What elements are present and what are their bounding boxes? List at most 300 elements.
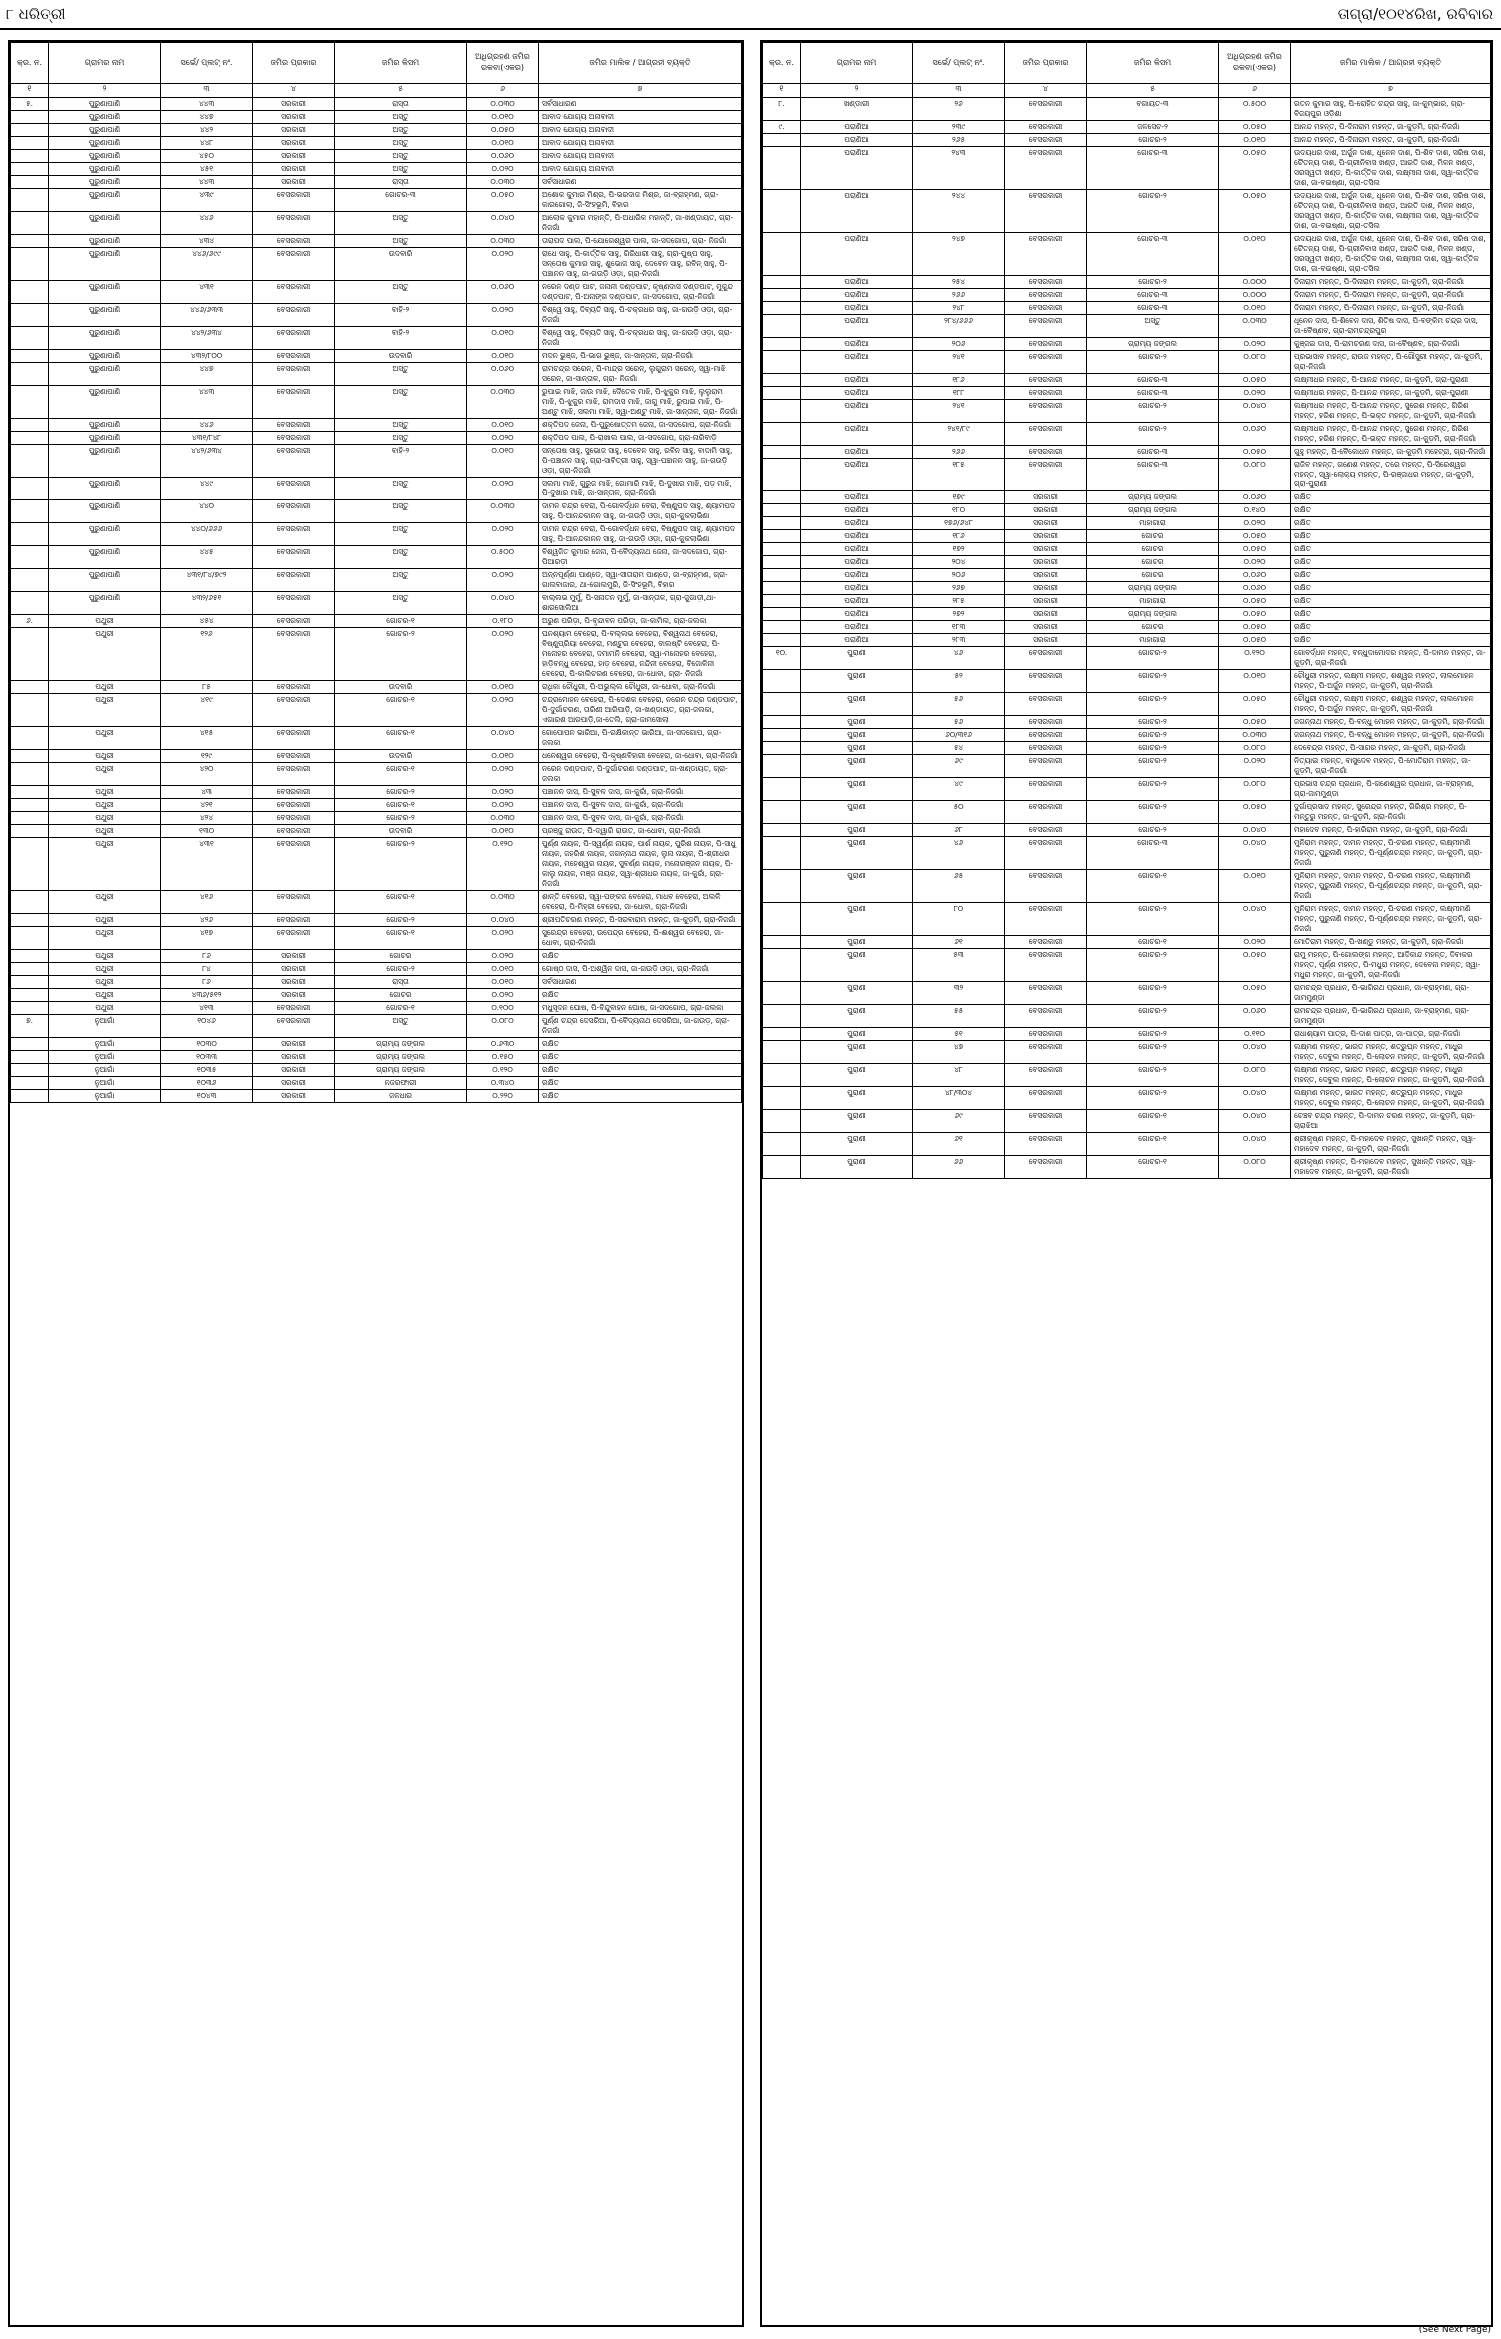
plot-number-cell: ୪୩ <box>161 786 253 799</box>
village-name-cell: ପୁରାଣୀ <box>801 716 913 729</box>
table-row <box>11 750 742 763</box>
owner-name-cell: ପ୍ରଭାସ ଚନ୍ଦ୍ର ପ୍ରଧାନ, ପି-ଗଣେଶ୍ୱର ପ୍ରଧାନ, ଜା-ବ୍ରାହ୍ମଣ, ଗ୍ରା-ଜାମମୁଣ୍ଡା <box>1291 778 1491 801</box>
owner-name-cell: ରାମଚନ୍ଦ୍ର ପ୍ରଧାନ, ପି-ଭାଗିରଥ ପ୍ରଧାନ, ଜା-ବ୍ରାହ୍ମଣ, ଗ୍ରା-ଜାମମୁଣ୍ଡା <box>1291 981 1491 1004</box>
table-row <box>11 962 742 975</box>
plot-number-cell: ୪୩୨/୮୦୦ <box>161 349 253 362</box>
owner-name-cell: ଦାମନ ଚନ୍ଦ୍ର ବେରା, ପି-ଗୋବର୍ଦ୍ଧନ ବେରା, ବିଷ୍ଣୁପଦ ସାହୁ, ଶ୍ୟାମପଦ ସାହୁ, ପି-ଆନନ୍ଦକାନନ ସାହୁ, ଜା-ଗଉଡ଼ି ଓଡ଼ା, ଗ୍ରା-କୁକଲାଭିଣା <box>539 500 742 523</box>
table-row <box>11 546 742 569</box>
village-name-cell: ପୁରୁଣାପାଣି <box>49 569 161 592</box>
owner-name-cell: ନିତ୍ୟାଇ ମହନ୍ତ, ବାସୁଦେବ ମହନ୍ତ, ପି-ମୋତିରାମ ମହନ୍ତ, ଜା-କୁଡ଼ମି, ଗ୍ରା-ନିଜଗାଁ <box>1291 755 1491 778</box>
table-row <box>11 523 742 546</box>
area-acre-cell: ୦.୦୨୦ <box>467 303 539 326</box>
serial-number-cell <box>763 755 801 778</box>
serial-number-cell <box>763 837 801 870</box>
land-kisam-cell: ଗୋଚର-୩ <box>1087 458 1219 491</box>
village-name-cell: ନୁଆଗାଁ <box>49 1076 161 1089</box>
land-kisam-cell: ଅସ୍ତୁ <box>335 592 467 615</box>
land-type-cell: ବେସରକାରୀ <box>253 362 335 385</box>
owner-name-cell: ରକ୍ଷିତ <box>539 949 742 962</box>
owner-name-cell: ରକ୍ଷିତ <box>539 1037 742 1050</box>
owner-name-cell: ମୋତିରାମ ମହନ୍ତ, ପି-ଖଣ୍ଡୁ ମହନ୍ତ, ଜା-କୁଡ଼ମି, ଗ୍ରା-ନିଜଗାଁ <box>1291 935 1491 948</box>
land-type-cell: ବେସରକାରୀ <box>253 890 335 913</box>
village-name-cell: ପରାଣିଆ <box>801 504 913 517</box>
owner-name-cell: ଲକ୍ଷ୍ମୀଧର ମହନ୍ତ, ପି-ଆନନ୍ଦ ମହନ୍ତ, ସୁରେଶ ମହନ୍ତ, ଗିରିଶ ମହନ୍ତ, ହରିଶ ମହନ୍ତ, ପି-ଭକ୍ତ ମହନ୍ତ, ଜା-କୁଡ଼ମି, ଗ୍ରା-ନିଜଗାଁ <box>1291 422 1491 445</box>
village-name-cell: ପୁରୁଣାପାଣି <box>49 326 161 349</box>
owner-name-cell: ଗୋବର୍ଦ୍ଧନ ମହନ୍ତ, ବନ୍ଧୁଦାମୋଦର ମହନ୍ତ, ପି-ଦାମନ ମହନ୍ତ, ଜା-କୁଡ଼ମି, ଗ୍ରା-ନିଜଗାଁ <box>1291 647 1491 670</box>
area-acre-cell: ୦.୧୨୦ <box>467 838 539 891</box>
land-type-cell: ସରକାରୀ <box>253 988 335 1001</box>
area-acre-cell: ୦.୦୧୦ <box>467 750 539 763</box>
serial-number-cell <box>11 681 49 694</box>
owner-name-cell: ରାମୁ ମହନ୍ତ, ପି-ଗୋଲଙ୍ଗ ମହନ୍ତ, ଆଦିକାନ୍ଦ ମହନ୍ତ, ଦିବାକର ମହନ୍ତ, ପୂର୍ଣ୍ଣ ମହନ୍ତ, ପି-ମଧୁରା ମହନ୍ତ, ଦେବେନା ମହନ୍ତ, ସ୍ୱା-ମଧୁରା ମହନ୍ତ, ଜା-କୁଡ଼ମି, ଗ୍ରା-ନିଜଗାଁ <box>1291 948 1491 981</box>
land-type-cell: ବେସରକାରୀ <box>253 628 335 681</box>
plot-number-cell: ୫୬ <box>913 693 1005 716</box>
owner-name-cell: ଲକ୍ଷ୍ମୀଧର ମହନ୍ତ, ପି-ଆନନ୍ଦ ମହନ୍ତ, ଜା-କୁଡ଼ମି, ଗ୍ରା-ପୁରାଣୀ <box>1291 373 1491 386</box>
plot-number-cell: ୮୬ <box>161 975 253 988</box>
village-name-cell: ପୁରାଣୀ <box>801 1040 913 1063</box>
table-row <box>763 869 1491 902</box>
table-row <box>763 314 1491 337</box>
plot-number-cell: ୨୬ <box>913 98 1005 121</box>
table-header-row <box>11 43 742 84</box>
land-type-cell: ବେସରକାରୀ <box>253 681 335 694</box>
area-acre-cell: ୦.୦୨୦ <box>467 763 539 786</box>
plot-number-cell: ୫୫ <box>913 1004 1005 1027</box>
table-row <box>763 458 1491 491</box>
plot-number-cell: ୪୧୯ <box>161 694 253 727</box>
plot-number-cell: ୧୭୯ <box>913 491 1005 504</box>
area-acre-cell: ୦.୦୫୦ <box>467 123 539 136</box>
land-kisam-cell: ଗୋଚର-୨ <box>1087 755 1219 778</box>
area-acre-cell: ୦.୦୬୦ <box>467 149 539 162</box>
table-row <box>763 755 1491 778</box>
serial-number-cell <box>763 399 801 422</box>
plot-number-cell: ୪୪୫ <box>161 546 253 569</box>
land-kisam-cell: ଗୋଚର-୧ <box>335 1001 467 1014</box>
plot-number-cell: ୪୩୪ <box>161 234 253 247</box>
plot-number-cell: ୪୧୫ <box>161 727 253 750</box>
land-kisam-cell: ଗୋଚର-୧ <box>335 890 467 913</box>
plot-number-cell: ୪୪୨/୬୩୪ <box>161 444 253 477</box>
land-type-cell: ବେସରକାରୀ <box>1005 801 1087 824</box>
village-name-cell: ପୁରୁଣାପାଣି <box>49 362 161 385</box>
table-row <box>763 981 1491 1004</box>
village-name-cell: ପୁରୁଣାପାଣି <box>49 523 161 546</box>
land-type-cell: ବେସରକାରୀ <box>253 763 335 786</box>
plot-number-cell: ୬୦/୩୧୬ <box>913 729 1005 742</box>
area-acre-cell: ୦.୦୫୦ <box>1219 981 1291 1004</box>
serial-number-cell <box>11 362 49 385</box>
land-kisam-cell: ନଜରଫାରୀ <box>335 1076 467 1089</box>
plot-number-cell: ୧୦୩୦ <box>161 1037 253 1050</box>
owner-name-cell: ସର୍ବସାଧାରଣ <box>539 98 742 111</box>
land-kisam-cell: ଗୋଚର-୨ <box>1087 647 1219 670</box>
table-row <box>11 727 742 750</box>
owner-name-cell: ସଲମା ମାଝି, ଗୁରୁଜ ମାଝି, ଗୋମାରି ମାଝି, ପି-ଦୁଖାର ମାଝି, ପଡ଼ ମାଝି, ପି-ଦୁଖାର ମାଝି, ଜା-ସାନ୍ତାଳ, ଗ୍ରା-ନିଜଗାଁ <box>539 477 742 500</box>
column-number: ୬ <box>1219 84 1291 98</box>
table-row <box>11 786 742 799</box>
land-type-cell: ସରକାରୀ <box>1005 621 1087 634</box>
village-name-cell: ପୁରୁଣାପାଣି <box>49 500 161 523</box>
area-acre-cell: ୦.୦୪୦ <box>1219 902 1291 935</box>
owner-name-cell: ରାଧିକା ଚୌଧୁରୀ, ପି-ଅଭୁଲ୍ଲ ଚୌଧୁରୀ, ଜା-ଧୋବା, ଗ୍ରା-ନିଜଗାଁ <box>539 681 742 694</box>
plot-number-cell: ୮୦ <box>913 902 1005 935</box>
land-kisam-cell: ଗୋଚର-୨ <box>1087 801 1219 824</box>
village-name-cell: ପଥୁରୀ <box>49 975 161 988</box>
owner-name-cell: ରକ୍ଷିତ <box>1291 504 1491 517</box>
owner-name-cell: ଲକ୍ଷ୍ମୀଧର ମହନ୍ତ, ପି-ଆନନ୍ଦ ମହନ୍ତ, ଜା-କୁଡ଼ମି, ଗ୍ରା-ପୁରାଣୀ <box>1291 386 1491 399</box>
land-type-cell: ବେସରକାରୀ <box>1005 948 1087 981</box>
plot-number-cell: ୧୨୯ <box>161 750 253 763</box>
plot-number-cell: ୨୬୫ <box>913 133 1005 146</box>
plot-number-cell: ୮୪ <box>161 962 253 975</box>
land-kisam-cell: ଗୋଚର-୧ <box>335 799 467 812</box>
column-number: ୭ <box>1291 84 1491 98</box>
village-name-cell: ପୁରୁଣାପାଣି <box>49 546 161 569</box>
area-acre-cell: ୦.୦୫୦ <box>1219 693 1291 716</box>
land-type-cell: ବେସରକାରୀ <box>1005 422 1087 445</box>
village-name-cell: ପୁରାଣୀ <box>801 948 913 981</box>
land-kisam-cell: ଜଳଧାର <box>335 1089 467 1102</box>
land-type-cell: ବେସରକାରୀ <box>253 838 335 891</box>
owner-name-cell: ପ୍ରଞ୍ଜୁ ରାଉତ, ପି-ଦ୍ୱାରି ରାଉତ, ଜା-ଧୋବା, ଗ୍ରା-ନିଜଗାଁ <box>539 825 742 838</box>
serial-number-cell <box>763 530 801 543</box>
plot-number-cell: ୩୨ <box>913 981 1005 1004</box>
owner-name-cell: ରାଜିବ ମହନ୍ତ, ଗଣେଶ ମହନ୍ତ, ତରେ ମହନ୍ତ, ପି-ସିରେଶ୍ୱର ମହନ୍ତ, ସ୍ୱା-ଲୋକ୍ୟ ମହନ୍ତ, ପି-ରଞ୍ଜାଧର ମହନ୍ତ, ଜା-କୁଡ଼ମି, ଗ୍ରା-ପୁରାଣୀ <box>1291 458 1491 491</box>
land-type-cell: ବେସରକାରୀ <box>1005 1155 1087 1178</box>
serial-number-cell <box>11 1076 49 1089</box>
serial-number-cell <box>763 902 801 935</box>
land-kisam-cell: ଅସ୍ତୁ <box>335 1014 467 1037</box>
plot-number-cell: ୧୨୬ <box>161 628 253 681</box>
village-name-cell: ପଥୁରୀ <box>49 926 161 949</box>
village-name-cell: ପୁରାଣୀ <box>801 824 913 837</box>
area-acre-cell: ୦.୧୨୦ <box>467 1063 539 1076</box>
table-row <box>763 670 1491 693</box>
table-header-row <box>763 43 1491 84</box>
plot-number-cell: ୧୮୦ <box>913 504 1005 517</box>
owner-name-cell: ମୁନିରାମ ମହନ୍ତ, ଦାମନ ମହନ୍ତ, ପି-ଚରଣ ମହନ୍ତ, ଲକ୍ଷ୍ମୀମଣି ମହନ୍ତ, ପୁରୁନାଣି ମହନ୍ତ, ପି-ପୂର୍ଣ୍ଣଚନ୍ଦ୍ର ମହନ୍ତ, ଜା-କୁଡ଼ମି, ଗ୍ରା-ନିଜଗାଁ <box>1291 902 1491 935</box>
village-name-cell: ପରାଣିଆ <box>801 556 913 569</box>
area-acre-cell: ୦.୦୨୦ <box>467 926 539 949</box>
table-row <box>11 500 742 523</box>
land-kisam-cell: ଗୋଚର <box>1087 530 1219 543</box>
village-name-cell: ପୁରୁଣାପାଣି <box>49 477 161 500</box>
area-acre-cell: ୦.୦୧୦ <box>1219 133 1291 146</box>
table-row <box>11 211 742 234</box>
land-kisam-cell: ଗୋଚର-୨ <box>1087 778 1219 801</box>
plot-number-cell: ୪୪୬/୬୩୩ <box>161 303 253 326</box>
land-type-cell: ସରକାରୀ <box>1005 543 1087 556</box>
area-acre-cell: ୦.୦୩୦ <box>467 175 539 188</box>
village-name-cell: ପୁରୁଣାପାଣି <box>49 303 161 326</box>
serial-number-cell <box>763 146 801 189</box>
area-acre-cell: ୦.୬୩୦ <box>467 1037 539 1050</box>
serial-number-cell: ୮. <box>763 98 801 121</box>
owner-name-cell: ନରେନ ଦଣ୍ଡ ପାଟ, ଜନାନୀ ଦଣ୍ଡପାଟ, କୃଷ୍ଣଦାସ ଦଣ୍ଡପାଟ, ମୁକୁନ୍ଦ ଦଣ୍ଡପାଟ, ପି-ଅନାଙ୍ଗ ଦଣ୍ଡପାଟ, ଜା-ସଦଗୋପ, ଗ୍ରା-ନିଜଗାଁ <box>539 280 742 303</box>
owner-name-cell: ରକ୍ଷିତ <box>1291 543 1491 556</box>
page-number-title: ୮ ଧରିତ୍ରୀ <box>6 5 66 23</box>
village-name-cell: ପୁରୁଣାପାଣି <box>49 234 161 247</box>
table-row <box>11 825 742 838</box>
serial-number-cell <box>11 1001 49 1014</box>
serial-number-cell <box>763 742 801 755</box>
owner-name-cell: ବିଶ୍ୱେ ସାହୁ, ଦିବ୍ୟତି ସାହୁ, ପି-ଚକ୍ରଧର ସାହୁ, ଜା-ଗଉଡ଼ି ଓଡ଼ା, ଗ୍ରା-ନିଜଗାଁ <box>539 326 742 349</box>
land-kisam-cell: ଗୋଚର-୩ <box>1087 445 1219 458</box>
land-type-cell: ବେସରକାରୀ <box>253 592 335 615</box>
land-kisam-cell: ଗୋଚର-୩ <box>1087 288 1219 301</box>
area-acre-cell: ୦.୦୪୦ <box>467 727 539 750</box>
village-name-cell: ପୁରାଣୀ <box>801 670 913 693</box>
serial-number-cell <box>11 477 49 500</box>
serial-number-cell <box>763 232 801 275</box>
owner-name-cell: ମୁନିରାମ ମହନ୍ତ, ଦାମନ ମହନ୍ତ, ପି-ଚରଣ ମହନ୍ତ, ଲକ୍ଷ୍ମୀମଣି ମହନ୍ତ, ପୁରୁନାଣି ମହନ୍ତ, ପି-ପୂର୍ଣ୍ଣଚନ୍ଦ୍ର ମହନ୍ତ, ଜା-କୁଡ଼ମି, ଗ୍ରା-ନିଜଗାଁ <box>1291 869 1491 902</box>
land-kisam-cell: ଗୋଚର-୨ <box>1087 1004 1219 1027</box>
land-kisam-cell: ଗ୍ରାମ୍ୟ ଜଙ୍ଗଲ <box>1087 608 1219 621</box>
plot-number-cell: ୮୬ <box>161 949 253 962</box>
see-next-page-note: (See Next Page) <box>1418 2325 1491 2335</box>
serial-number-cell <box>11 786 49 799</box>
land-kisam-cell: ରାସ୍ତା <box>335 98 467 111</box>
area-acre-cell: ୦.୦୨୦ <box>1219 386 1291 399</box>
owner-name-cell: ମଦନ ଭୁଞ୍ଜ, ପି-ଭାଗ ଭୁଞ୍ଜ, ଜା-ସାନ୍ତାଳ, ଗ୍ରା-ନିଜଗାଁ <box>539 349 742 362</box>
land-type-cell: ସରକାରୀ <box>1005 582 1087 595</box>
village-name-cell: ପୁରୁଣାପାଣି <box>49 188 161 211</box>
land-kisam-cell: ବାହି-୨ <box>335 326 467 349</box>
area-acre-cell: ୦.୦୪୦ <box>1219 824 1291 837</box>
village-name-cell: ପରାଣିଆ <box>801 595 913 608</box>
plot-number-cell: ୨୮୩ <box>913 634 1005 647</box>
table-row <box>11 694 742 727</box>
serial-number-cell <box>11 569 49 592</box>
serial-number-cell <box>763 948 801 981</box>
area-acre-cell: ୦.୦୫୦ <box>467 188 539 211</box>
area-acre-cell: ୦.୦୨୦ <box>1219 556 1291 569</box>
village-name-cell: ପଥୁରୀ <box>49 838 161 891</box>
area-acre-cell: ୦.୦୫୦ <box>1219 189 1291 232</box>
table-row <box>763 491 1491 504</box>
plot-number-cell: ୨୩୯ <box>913 120 1005 133</box>
land-type-cell: ବେସରକାରୀ <box>253 1001 335 1014</box>
page-header <box>0 0 1501 30</box>
area-acre-cell: ୦.୦୫୦ <box>1219 608 1291 621</box>
area-acre-cell: ୦.୦୨୦ <box>467 247 539 280</box>
serial-number-cell <box>11 523 49 546</box>
land-kisam-cell: ଗୋଚର-୩ <box>1087 386 1219 399</box>
serial-number-cell <box>763 634 801 647</box>
plot-number-cell: ୪୪୩ <box>161 385 253 418</box>
area-acre-cell: ୦.୦୨୦ <box>467 949 539 962</box>
table-row <box>11 592 742 615</box>
land-kisam-cell: ଗୋଚର <box>335 988 467 1001</box>
village-name-cell: ପଥୁରୀ <box>49 750 161 763</box>
land-kisam-cell: ଗୋଚର <box>1087 569 1219 582</box>
land-type-cell: ବେସରକାରୀ <box>1005 232 1087 275</box>
area-acre-cell: ୦.୧୮୦ <box>467 615 539 628</box>
serial-number-cell <box>763 1004 801 1027</box>
plot-number-cell: ୪୪୯ <box>161 477 253 500</box>
area-acre-cell: ୦.୩୪୦ <box>467 1076 539 1089</box>
land-kisam-cell: ଗୋଚର-୩ <box>1087 232 1219 275</box>
owner-name-cell: ପୁର୍ଣ୍ଣ ନାୟକ, ପି-ସ୍ୱର୍ଣ୍ଣ ନାୟକ, ପାର୍ଶ ନାୟକ, ପୁରିଶ ନାୟକ, ପି-ସାଧୁ ନାୟକ, ଜହରିଶ ନାୟକ, ଜଗନ୍ନାଥ ନାୟକ, ଲୁନା ନାୟକ, ପି-ଶ୍ରୀଧର ନାୟକ, ମହେଶ୍ୱର ନାୟକ, ସୁବର୍ଣ୍ଣ ନାୟକ, ମନୋରଞ୍ଜନ ନାୟକ, ପି-କାଲୁ ନାୟକ, ମଞ୍ଜ ନାୟକ, ସ୍ୱା-ଶ୍ରୀଧର ନାୟକ, ଜା-କୁରାଁ, ଗ୍ରା-ନିଜଗାଁ <box>539 838 742 891</box>
owner-name-cell: ଦେବେନ୍ଦ୍ର ମହନ୍ତ, ପି-ସାଗର ମହନ୍ତ, ଜା-କୁଡ଼ମି, ଗ୍ରା-ନିଜଗାଁ <box>1291 742 1491 755</box>
serial-number-cell <box>11 949 49 962</box>
plot-number-cell: ୧୭୬/୬୪୮ <box>913 517 1005 530</box>
area-acre-cell: ୦.୦୫୦ <box>1219 948 1291 981</box>
serial-number-cell <box>11 890 49 913</box>
land-type-cell: ବେସରକାରୀ <box>1005 869 1087 902</box>
serial-number-cell <box>763 275 801 288</box>
land-kisam-cell: ଗୋଚର-୧ <box>1087 1132 1219 1155</box>
column-number: ୨ <box>801 84 913 98</box>
table-row <box>11 477 742 500</box>
area-acre-cell: ୦.୦୮୦ <box>1219 1155 1291 1178</box>
land-type-cell: ବେସରକାରୀ <box>1005 981 1087 1004</box>
serial-number-cell: ୬. <box>11 615 49 628</box>
serial-number-cell <box>11 694 49 727</box>
land-type-cell: ବେସରକାରୀ <box>1005 146 1087 189</box>
land-acquisition-table-left <box>10 42 742 1103</box>
land-kisam-cell: ମାହାଗାରା <box>1087 634 1219 647</box>
village-name-cell: ନୁଆଗାଁ <box>49 1037 161 1050</box>
village-name-cell: ପରାଣିଆ <box>801 337 913 350</box>
land-type-cell: ବେସରକାରୀ <box>1005 445 1087 458</box>
serial-number-cell <box>763 422 801 445</box>
serial-number-cell <box>763 1063 801 1086</box>
owner-name-cell: ରକ୍ଷିତ <box>1291 530 1491 543</box>
owner-name-cell: ଆବାଦ ଯୋଗ୍ୟ ଅନାବାଦୀ <box>539 149 742 162</box>
table-row <box>763 608 1491 621</box>
plot-number-cell: ୧୦୪୬ <box>161 1014 253 1037</box>
serial-number-cell <box>763 1132 801 1155</box>
area-acre-cell: ୦.୦୧୦ <box>1219 869 1291 902</box>
serial-number-cell <box>11 546 49 569</box>
land-kisam-cell: ଉଦବାରି <box>335 825 467 838</box>
plot-number-cell: ୧୮୬ <box>913 530 1005 543</box>
plot-number-cell: ୧୮୩ <box>913 621 1005 634</box>
land-type-cell: ସରକାରୀ <box>253 110 335 123</box>
owner-name-cell: ଉଦୟଧର ଦାଶ, ଅର୍ଜୁନ ଦାଶ, ଧୂନେନ ଦାଶ, ପି-ଶିବ ଦାଶ, ସରିଷ ଦାଶ, ଚୈତନ୍ୟ ଦାଶ, ପି-ଗ୍ରୀନିବାସ ଖଣ୍ଡ, ଆରତି ଦାଶ, ମିଳନ ଖଣ୍ଡ, ସରସ୍ୱତୀ ଖଣ୍ଡ, ପି-କାର୍ତ୍ତିକ ଦାଶ, ଲକ୍ଷ୍ମୀନା ଦାଶ, ସ୍ୱା-କାର୍ତ୍ତିକ ଦାଶ, ଜା-ବଇଷ୍ଣା, ଗ୍ରା-ତସିଲ <box>1291 146 1491 189</box>
table-row <box>763 634 1491 647</box>
table-row <box>763 824 1491 837</box>
serial-number-cell <box>763 778 801 801</box>
serial-number-cell <box>11 500 49 523</box>
serial-number-cell <box>11 303 49 326</box>
land-kisam-cell: ଗୋଚର-୨ <box>1087 948 1219 981</box>
column-number: ୨ <box>49 84 161 98</box>
owner-name-cell: ଶ୍ରୀକୃଷ୍ଣ ମହନ୍ତ, ପି-ମହାଦେବ ମହନ୍ତ, ସୁଖାନ୍ତି ମହନ୍ତ, ସ୍ୱା-ମହାଦେବ ମହନ୍ତ, ଜା-କୁଡ଼ମି, ଗ୍ରା-ନିଜଗାଁ <box>1291 1155 1491 1178</box>
land-type-cell: ବେସରକାରୀ <box>1005 1132 1087 1155</box>
column-header: ଜମିର ପ୍ରକାର <box>253 43 335 84</box>
village-name-cell: ପଥୁରୀ <box>49 913 161 926</box>
serial-number-cell <box>763 1086 801 1109</box>
plot-number-cell: ୨୮୪/୬୬୬ <box>913 314 1005 337</box>
land-kisam-cell: ଅସ୍ତୁ <box>335 211 467 234</box>
column-number: ୫ <box>1087 84 1219 98</box>
table-row <box>11 326 742 349</box>
area-acre-cell: ୦.୫୦୦ <box>1219 98 1291 121</box>
area-acre-cell: ୦.୦୨୦ <box>467 431 539 444</box>
land-kisam-cell: ଅସ୍ତୁ <box>335 149 467 162</box>
land-type-cell: ବେସରକାରୀ <box>253 234 335 247</box>
serial-number-cell <box>11 385 49 418</box>
area-acre-cell: ୦.୦୩୦ <box>467 890 539 913</box>
land-type-cell: ବେସରକାରୀ <box>253 431 335 444</box>
area-acre-cell: ୦.୦୨୦ <box>1219 517 1291 530</box>
land-type-cell: ବେସରକାରୀ <box>1005 755 1087 778</box>
area-acre-cell: ୦.୦୫୦ <box>1219 634 1291 647</box>
column-number: ୧ <box>11 84 49 98</box>
land-type-cell: ବେସରକାରୀ <box>253 1014 335 1037</box>
area-acre-cell: ୦.୦୨୦ <box>1219 935 1291 948</box>
table-row <box>11 303 742 326</box>
land-kisam-cell: ଗୋଚର-୨ <box>335 838 467 891</box>
village-name-cell: ପୁରାଣୀ <box>801 935 913 948</box>
plot-number-cell: ୪୧୭ <box>161 926 253 949</box>
serial-number-cell <box>763 595 801 608</box>
plot-number-cell: ୪୪୭ <box>161 362 253 385</box>
plot-number-cell: ୪୫୦ <box>161 149 253 162</box>
village-name-cell: ପରାଣିଆ <box>801 422 913 445</box>
land-type-cell: ବେସରକାରୀ <box>253 477 335 500</box>
area-acre-cell: ୦.୧୦୦ <box>467 1001 539 1014</box>
table-row <box>11 615 742 628</box>
owner-name-cell: ରାଧାଶ୍ୟାମ ପାତ୍ର, ପି-ଦାଶ ପାତ୍ର, ଜା-ପାତ୍ର, ଗ୍ରା-ନିଜଗାଁ <box>1291 1027 1491 1040</box>
land-kisam-cell: ଅସ୍ତୁ <box>335 418 467 431</box>
plot-number-cell: ୪୩୯ <box>161 188 253 211</box>
area-acre-cell: ୦.୦୩୦ <box>467 500 539 523</box>
land-type-cell: ସରକାରୀ <box>253 162 335 175</box>
land-type-cell: ବେସରକାରୀ <box>253 523 335 546</box>
serial-number-cell <box>11 962 49 975</box>
owner-name-cell: ରକ୍ଷିତ <box>1291 621 1491 634</box>
table-row <box>11 1014 742 1037</box>
serial-number-cell <box>763 373 801 386</box>
table-row <box>763 1086 1491 1109</box>
land-type-cell: ବେସରକାରୀ <box>1005 1109 1087 1132</box>
serial-number-cell <box>763 1027 801 1040</box>
plot-number-cell: ୪୪୮ <box>161 136 253 149</box>
area-acre-cell: ୦.୦୮୦ <box>467 1014 539 1037</box>
land-type-cell: ବେସରକାରୀ <box>1005 314 1087 337</box>
land-kisam-cell: ଗୋଚର-୩ <box>1087 146 1219 189</box>
land-kisam-cell: ଗ୍ରାମ୍ୟ ଜଙ୍ଗଲ <box>1087 491 1219 504</box>
plot-number-cell: ୪୪୬ <box>161 418 253 431</box>
area-acre-cell: ୦.୦୬୦ <box>1219 569 1291 582</box>
owner-name-cell: ଶାନ୍ତି ବେହେରା, ସ୍ୱା-ପଙ୍କଜ ବେହେରା, ମାଧବ ବେହେରା, ଅଲଳି ବେହେରା, ପି-ମିହ୍ରୀ ବେହେରା, ଜା-ଧୋବା, ଗ୍ରା-ନିଜଗାଁ <box>539 890 742 913</box>
table-row <box>11 385 742 418</box>
plot-number-cell: ୪୩୧/୮୪୮ <box>161 431 253 444</box>
plot-number-cell: ୪୪୦ <box>161 500 253 523</box>
area-acre-cell: ୦.୦୧୦ <box>1219 301 1291 314</box>
column-header: ଅଧିଗ୍ରହଣ ଜମିର ରକବା(ଏକର) <box>467 43 539 84</box>
table-row <box>763 504 1491 517</box>
land-kisam-cell: ଅସ୍ତୁ <box>335 385 467 418</box>
land-kisam-cell: ଗୋଚର-୧ <box>1087 869 1219 902</box>
land-kisam-cell: ଉଦବାରି <box>335 247 467 280</box>
plot-number-cell: ୫୧ <box>913 1027 1005 1040</box>
land-type-cell: ବେସରକାରୀ <box>1005 1004 1087 1027</box>
plot-number-cell: ୪୪୨ <box>161 123 253 136</box>
village-name-cell: ନୁଆଗାଁ <box>49 1089 161 1102</box>
owner-name-cell: ଦିନାରାମ ମହନ୍ତ, ପି-ଦିନାରାମ ମହନ୍ତ, ଜା-କୁଡ଼ମି, ଗ୍ରା-ନିଜଗାଁ <box>1291 301 1491 314</box>
land-type-cell: ବେସରକାରୀ <box>253 303 335 326</box>
area-acre-cell: ୦.୦୫୦ <box>1219 373 1291 386</box>
land-kisam-cell: ଅସ୍ତୁ <box>335 477 467 500</box>
village-name-cell: ପୁରୁଣାପାଣି <box>49 123 161 136</box>
village-name-cell: ଖଣ୍ଡାରୀ <box>801 98 913 121</box>
owner-name-cell: ଜଗନ୍ନାଥ ମହନ୍ତ, ପି-ବନ୍ଧୁ ମୋହନ ମହନ୍ତ, ଜା-କୁଡ଼ମି, ଗ୍ରା-ନିଜଗାଁ <box>1291 716 1491 729</box>
